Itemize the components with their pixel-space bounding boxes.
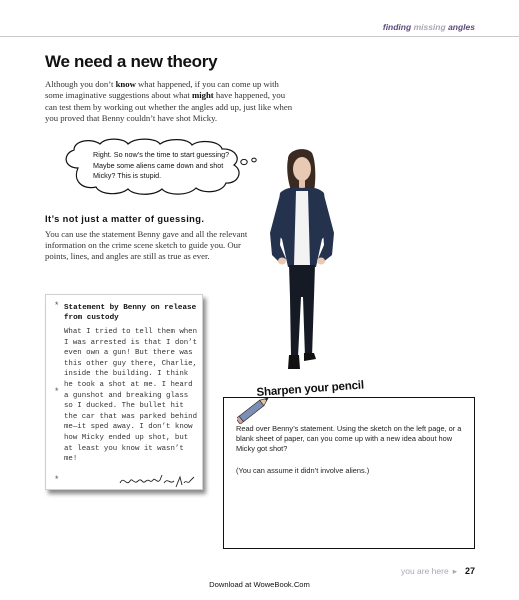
intro-paragraph: Although you don’t know what happened, if you can come up with some imaginative suggestions about what might have happened, you can test them by working out whether the angles add up, just like when you proved that Benny couldn’t have shot Micky.: [45, 79, 293, 124]
exercise-note: (You can assume it didn’t involve aliens.): [236, 466, 370, 475]
note-bullet: *: [54, 387, 60, 397]
exercise-instructions: Read over Benny’s statement. Using the sketch on the left page, or a blank sheet of paper, can you come up with a new idea about how Micky got shot?: [236, 424, 462, 454]
sharpen-your-pencil-label: Sharpen your pencil: [256, 378, 365, 399]
page-title: We need a new theory: [45, 52, 218, 71]
header-rule: [0, 36, 519, 37]
statement-note: [45, 294, 203, 490]
arrow-right-icon: ▸: [452, 566, 457, 576]
section-subheading: It’s not just a matter of guessing.: [45, 214, 205, 224]
statement-body: What I tried to tell them when I was arrested is that I don’t even own a gun! But there was this other guy there, Charlie, inside the building. I think he took a shot at me. I heard a gunshot and breaking glass so I ducked. The bullet hit the car that was parked behind me—it sped away. I don’t know how Micky ended up shot, but at least you know it wasn’t me!: [64, 328, 198, 464]
emphasis-might: might: [191, 90, 214, 101]
emphasis-know: know: [115, 79, 136, 89]
guidance-paragraph: You can use the statement Benny gave and all the relevant information on the crime scene sketch to guide you. Our points, lines, and angles are still as true as ever.: [45, 229, 248, 262]
note-bullet: *: [54, 301, 60, 311]
statement-heading: Statement by Benny on release from custody: [64, 304, 197, 322]
woman-photo: [258, 147, 346, 377]
page-number: 27: [464, 566, 475, 576]
benny-signature: [118, 469, 198, 491]
download-credit: Download at WoweBook.Com: [209, 580, 310, 589]
you-are-here-label: you are here: [400, 566, 449, 576]
thought-bubble-text: Right. So now’s the time to start guessing? Maybe some aliens came down and shot Micky? This is stupid.: [93, 150, 230, 181]
page-footer: [401, 566, 475, 577]
header-word-missing: missing: [413, 22, 446, 32]
note-bullet: *: [54, 475, 60, 485]
header-word-finding: finding: [382, 22, 412, 32]
header-word-angles: angles: [448, 22, 475, 32]
running-header: [383, 22, 475, 32]
